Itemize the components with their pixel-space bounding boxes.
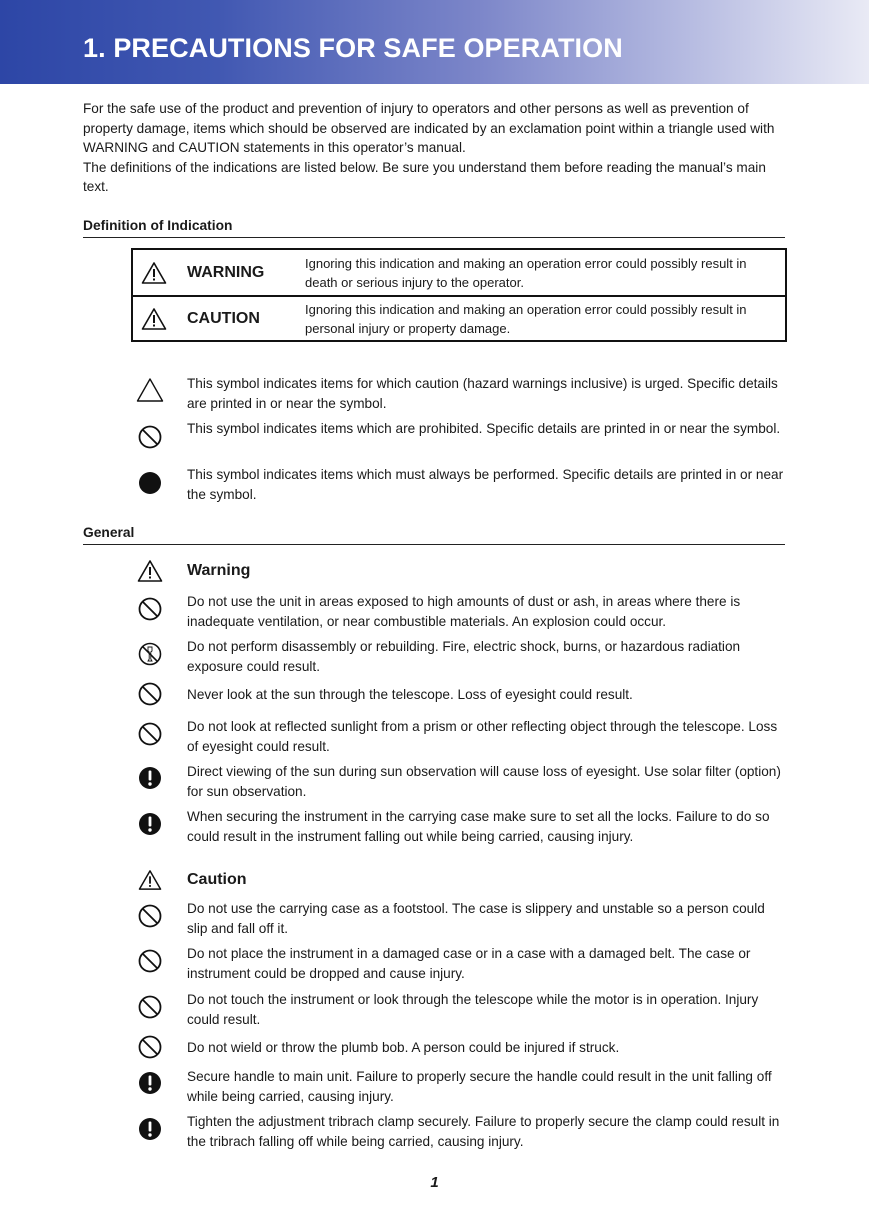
prohibited-icon [131, 592, 169, 621]
caution-item [131, 944, 791, 983]
symbol-text: This symbol indicates items for which caution (hazard warnings inclusive) is urged. Specific details are printed in or near the symbol. [187, 376, 778, 411]
caution-text: Do not place the instrument in a damaged case or in a case with a damaged belt. The case or instrument could be dropped and cause injury. [187, 946, 751, 981]
warning-text: Do not use the unit in areas exposed to high amounts of dust or ash, in areas where there is inadequate ventilation, or near combustible materials. An explosion could occur. [187, 594, 741, 629]
definition-row-warning [133, 250, 785, 295]
prohibited-icon [131, 944, 169, 973]
caution-item [131, 1038, 791, 1059]
definition-label: CAUTION [187, 309, 260, 327]
mandatory-icon [131, 465, 169, 495]
warning-item [131, 717, 791, 756]
caution-text: Secure handle to main unit. Failure to properly secure the handle could result in the unit falling off while being carried, causing injury. [187, 1069, 772, 1104]
symbol-row [131, 465, 791, 504]
symbol-text: This symbol indicates items which must always be performed. Specific details are printed in or near the symbol. [187, 467, 784, 502]
no-disassembly-icon [131, 637, 169, 666]
warning-triangle-icon [131, 869, 169, 891]
general-heading: General [83, 525, 785, 545]
caution-triangle-icon [131, 374, 169, 403]
prohibited-icon [131, 899, 169, 928]
mandatory-icon [131, 1112, 169, 1141]
prohibited-icon [131, 1038, 169, 1059]
caution-item [131, 1067, 791, 1106]
definition-text: Ignoring this indication and making an operation error could possibly result in death or serious injury to the operator. [305, 255, 747, 290]
definition-label: WARNING [187, 263, 265, 281]
symbol-row [131, 419, 791, 449]
caution-text: Do not touch the instrument or look through the telescope while the motor is in operation. Injury could result. [187, 992, 759, 1027]
mandatory-icon [131, 762, 169, 790]
title-banner [0, 0, 869, 84]
caution-text: Do not wield or throw the plumb bob. A person could be injured if struck. [187, 1040, 620, 1055]
prohibited-icon [131, 685, 169, 706]
warning-text: Never look at the sun through the telescope. Loss of eyesight could result. [187, 687, 633, 702]
mandatory-icon [131, 807, 169, 836]
warning-item [131, 685, 791, 706]
page-number: 1 [430, 1174, 439, 1191]
warning-triangle-icon [133, 261, 175, 285]
warning-triangle-icon [131, 559, 169, 583]
definition-table [131, 248, 787, 342]
symbol-row [131, 374, 791, 413]
caution-item [131, 990, 791, 1029]
warning-text: Do not perform disassembly or rebuilding. Fire, electric shock, burns, or hazardous radiation exposure could result. [187, 639, 741, 674]
symbol-text: This symbol indicates items which are prohibited. Specific details are printed in or near the symbol. [187, 421, 781, 436]
warning-item [131, 762, 791, 801]
warning-text: When securing the instrument in the carrying case make sure to set all the locks. Failure to do so could result in the instrument falling out while being carried, causing injury. [187, 809, 770, 844]
definition-heading: Definition of Indication [83, 218, 785, 238]
warning-heading: Warning [187, 562, 251, 579]
definition-row-caution [133, 295, 785, 340]
prohibited-icon [131, 419, 169, 449]
caution-item [131, 899, 791, 938]
warning-heading-row [131, 559, 791, 583]
intro-paragraph: The definitions of the indications are listed below. Be sure you understand them before reading the manual’s main text. [83, 159, 766, 194]
warning-item [131, 637, 791, 676]
caution-text: Do not use the carrying case as a footstool. The case is slippery and unstable so a person could slip and fall off it. [187, 901, 765, 936]
warning-item [131, 807, 791, 846]
page-title: 1. PRECAUTIONS FOR SAFE OPERATION [83, 33, 623, 63]
intro-paragraph: For the safe use of the product and prevention of injury to operators and other persons as well as prevention of property damage, items which should be observed are indicated by an exclamation point within a triangle used with WARNING and CAUTION statements in this operator’s manual. [83, 101, 775, 155]
prohibited-icon [131, 717, 169, 746]
warning-text: Do not look at reflected sunlight from a prism or other reflecting object through the telescope. Loss of eyesight could result. [187, 719, 778, 754]
caution-heading: Caution [187, 871, 247, 888]
prohibited-icon [131, 990, 169, 1019]
definition-text: Ignoring this indication and making an operation error could possibly result in personal injury or property damage. [305, 301, 747, 336]
warning-triangle-icon [133, 307, 175, 331]
caution-heading-row [131, 869, 791, 891]
caution-text: Tighten the adjustment tribrach clamp securely. Failure to properly secure the clamp could result in the tribrach falling off while being carried, causing injury. [187, 1114, 780, 1149]
warning-item [131, 592, 791, 631]
mandatory-icon [131, 1067, 169, 1095]
warning-text: Direct viewing of the sun during sun observation will cause loss of eyesight. Use solar filter (option) for sun observation. [187, 764, 781, 799]
intro-text [83, 99, 788, 197]
caution-item [131, 1112, 791, 1151]
